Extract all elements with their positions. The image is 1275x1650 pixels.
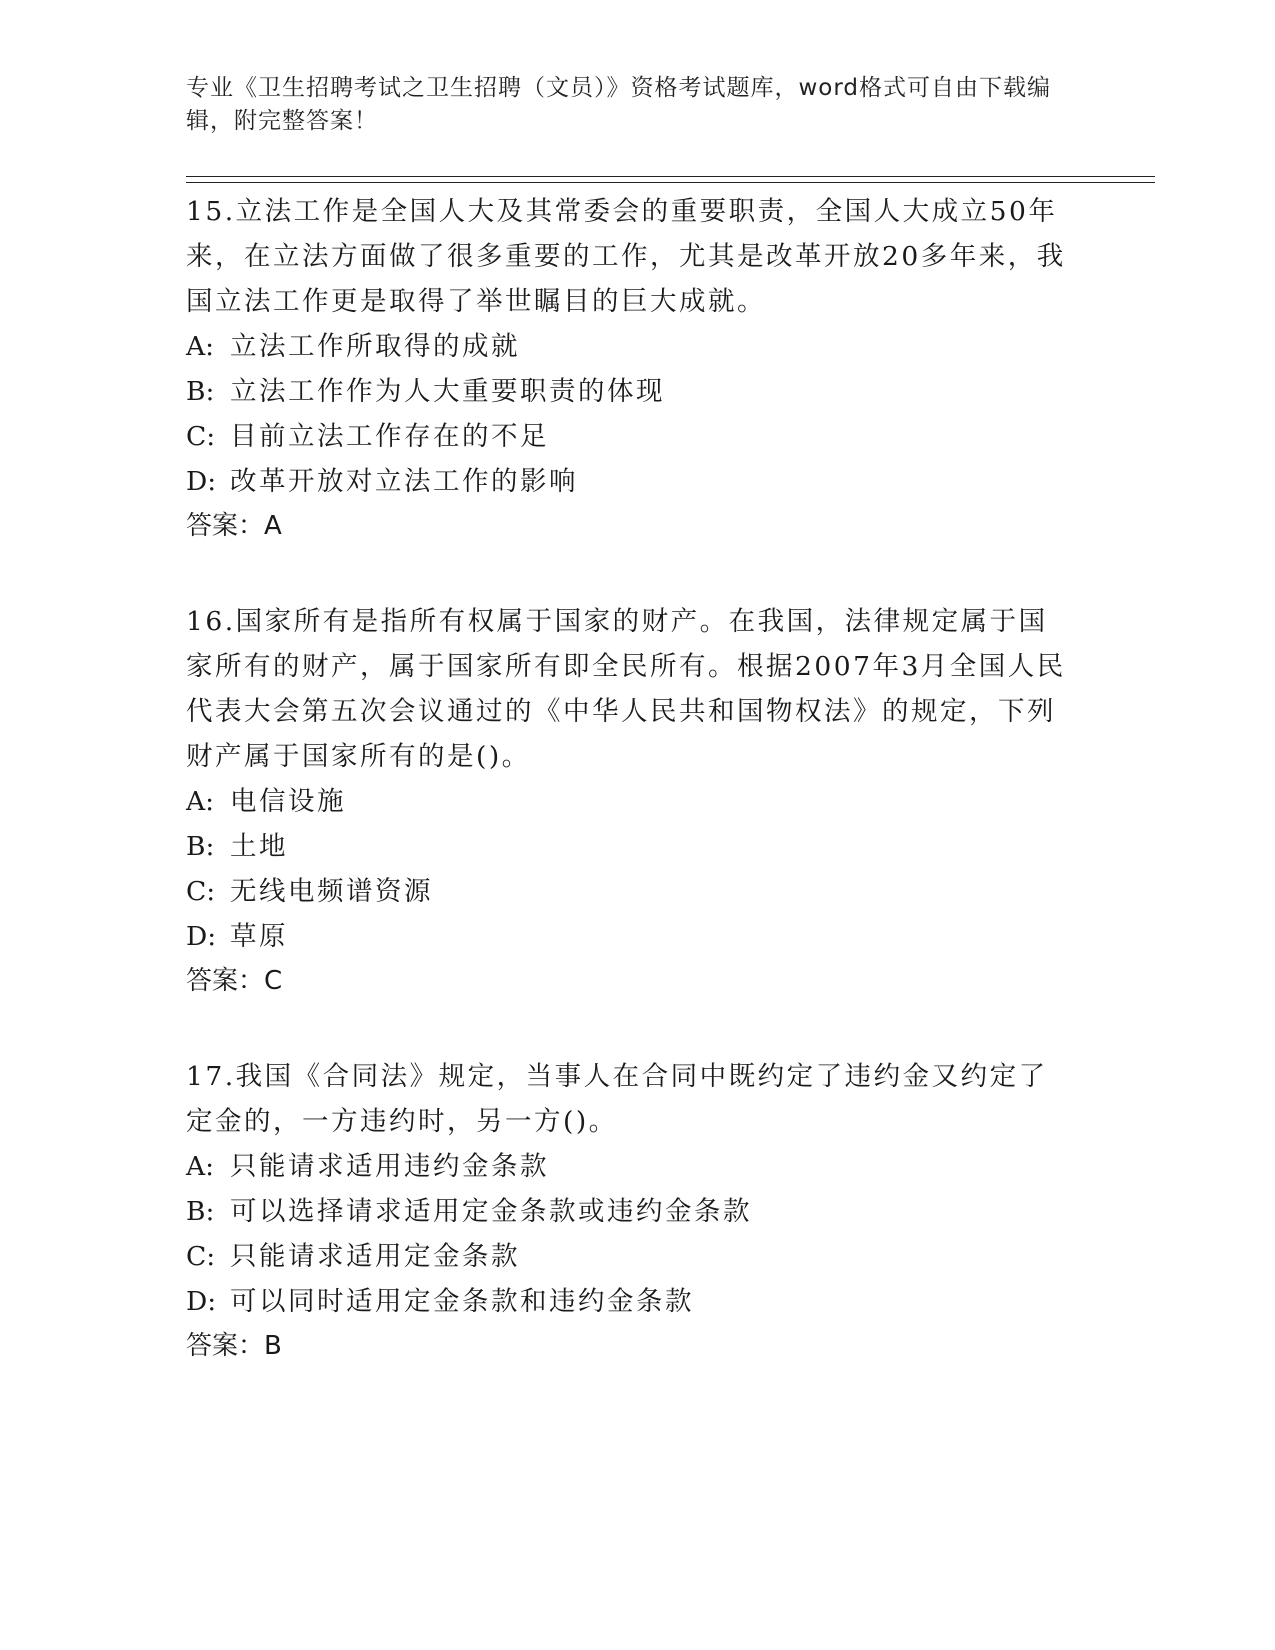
header-divider-top xyxy=(186,176,1155,177)
answer-line: 答案：B xyxy=(186,1331,282,1361)
question-15 xyxy=(186,189,1076,549)
option-key: B: xyxy=(186,376,215,407)
option-text: 草原 xyxy=(230,921,288,952)
question-stem: 17.我国《合同法》规定，当事人在合同中既约定了违约金又约定了定金的，一方违约时，另一方()。 xyxy=(186,1061,1048,1137)
option-c xyxy=(186,1234,1076,1279)
option-b xyxy=(186,1189,1076,1234)
option-a xyxy=(186,324,1076,369)
option-text: 只能请求适用违约金条款 xyxy=(230,1151,549,1182)
option-key: D: xyxy=(186,466,217,497)
document-header: 专业《卫生招聘考试之卫生招聘（文员）》资格考试题库，word格式可自由下载编辑，附完整答案！ xyxy=(186,75,1052,134)
option-b xyxy=(186,369,1076,414)
option-key: D: xyxy=(186,921,217,952)
option-text: 目前立法工作存在的不足 xyxy=(230,421,549,452)
option-a xyxy=(186,1144,1076,1189)
option-d xyxy=(186,914,1076,959)
option-key: B: xyxy=(186,1196,215,1227)
question-17 xyxy=(186,1054,1076,1369)
option-b xyxy=(186,824,1076,869)
option-text: 只能请求适用定金条款 xyxy=(230,1241,520,1272)
option-text: 可以同时适用定金条款和违约金条款 xyxy=(230,1286,694,1317)
option-key: C: xyxy=(186,421,216,452)
question-stem: 15.立法工作是全国人大及其常委会的重要职责，全国人大成立50年来，在立法方面做了很多重要的工作，尤其是改革开放20多年来，我国立法工作更是取得了举世瞩目的巨大成就。 xyxy=(186,196,1066,317)
option-text: 无线电频谱资源 xyxy=(230,876,433,907)
option-text: 立法工作所取得的成就 xyxy=(230,331,520,362)
option-text: 可以选择请求适用定金条款或违约金条款 xyxy=(230,1196,752,1227)
answer-line: 答案：C xyxy=(186,966,283,996)
option-d xyxy=(186,459,1076,504)
option-key: C: xyxy=(186,876,216,907)
option-text: 立法工作作为人大重要职责的体现 xyxy=(230,376,665,407)
question-16 xyxy=(186,599,1076,1004)
option-c xyxy=(186,414,1076,459)
header-divider-bottom xyxy=(186,182,1155,183)
option-key: A: xyxy=(186,786,215,817)
option-key: A: xyxy=(186,1151,215,1182)
option-key: B: xyxy=(186,831,215,862)
answer-line: 答案：A xyxy=(186,511,282,541)
option-c xyxy=(186,869,1076,914)
question-stem: 16.国家所有是指所有权属于国家的财产。在我国，法律规定属于国家所有的财产，属于国家所有即全民所有。根据2007年3月全国人民代表大会第五次会议通过的《中华人民共和国物权法》的规定，下列财产属于国家所有的是()。 xyxy=(186,606,1066,772)
option-a xyxy=(186,779,1076,824)
option-text: 土地 xyxy=(230,831,288,862)
option-d xyxy=(186,1279,1076,1324)
option-key: C: xyxy=(186,1241,216,1272)
option-key: A: xyxy=(186,331,215,362)
option-key: D: xyxy=(186,1286,217,1317)
option-text: 改革开放对立法工作的影响 xyxy=(230,466,578,497)
option-text: 电信设施 xyxy=(230,786,346,817)
